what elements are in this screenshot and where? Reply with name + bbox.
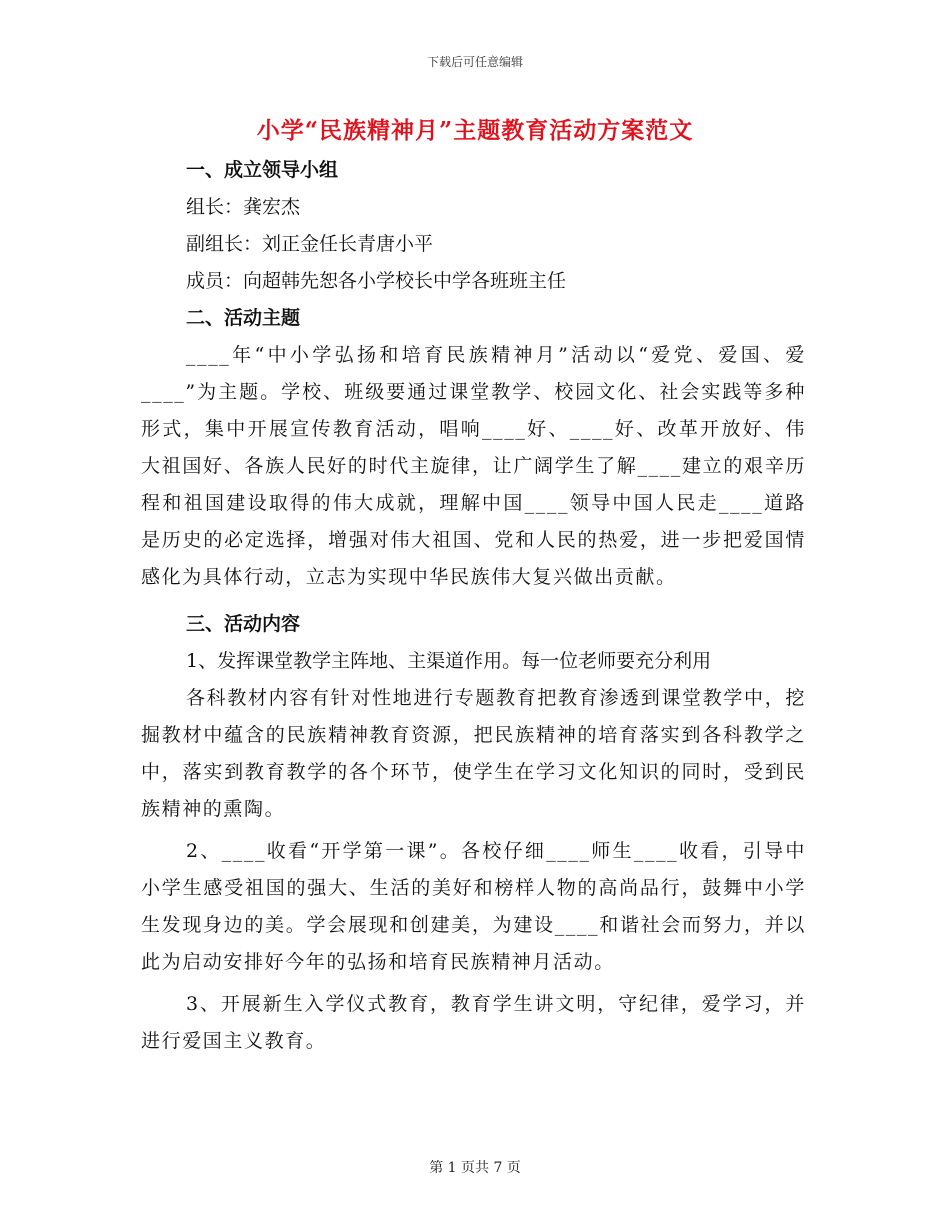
content-item-1-body: 各科教材内容有针对性地进行专题教育把教育渗透到课堂教学中，挖掘教材中蕴含的民族精神教育资源，把民族精神的培育落实到各科教学之中，落实到教育教学的各个环节，使学生在学习文化知识的同时，受到民族精神的熏陶。	[141, 687, 806, 820]
content-item-1-lead: 1、发挥课堂教学主阵地、主渠道作用。每一位老师要充分利用	[186, 650, 712, 672]
document-body	[141, 152, 806, 1060]
content-item-3: 3、开展新生入学仪式教育，教育学生讲文明，守纪律，爱学习，并进行爱国主义教育。	[141, 993, 806, 1052]
page-header-note: 下载后可任意编辑	[426, 55, 523, 69]
theme-paragraph: ____年“中小学弘扬和培育民族精神月”活动以“爱党、爱国、爱____”为主题。学校、班级要通过课堂教学、校园文化、社会实践等多种形式，集中开展宣传教育活动，唱响____好、____好、改革开放好、伟大祖国好、各族人民好的时代主旋律，让广阔学生了解____建立的艰辛历程和祖国建设取得的伟大成就，理解中国____领导中国人民走____道路是历史的必定选择，增强对伟大祖国、党和人民的热爱，进一步把爱国情感化为具体行动，立志为实现中华民族伟大复兴做出贡献。	[141, 344, 806, 588]
deputy-leader-line: 副组长：刘正金任长青唐小平	[186, 233, 434, 255]
section-heading-content: 三、活动内容	[186, 613, 301, 635]
page-number-footer: 第 1 页共 7 页	[429, 1160, 521, 1176]
section-heading-leadership: 一、成立领导小组	[186, 159, 339, 181]
leader-line: 组长：龚宏杰	[186, 196, 301, 218]
section-heading-theme: 二、活动主题	[186, 307, 301, 329]
document-title: 小学“民族精神月”主题教育活动方案范文	[256, 117, 694, 144]
members-line: 成员：向超韩先恕各小学校长中学各班班主任	[186, 270, 567, 292]
content-item-2: 2、____收看“开学第一课”。各校仔细____师生____收看，引导中小学生感受祖国的强大、生活的美好和榜样人物的高尚品行，鼓舞中小学生发现身边的美。学会展现和创建美，为建设____和谐社会而努力，并以此为启动安排好今年的弘扬和培育民族精神月活动。	[141, 840, 806, 973]
